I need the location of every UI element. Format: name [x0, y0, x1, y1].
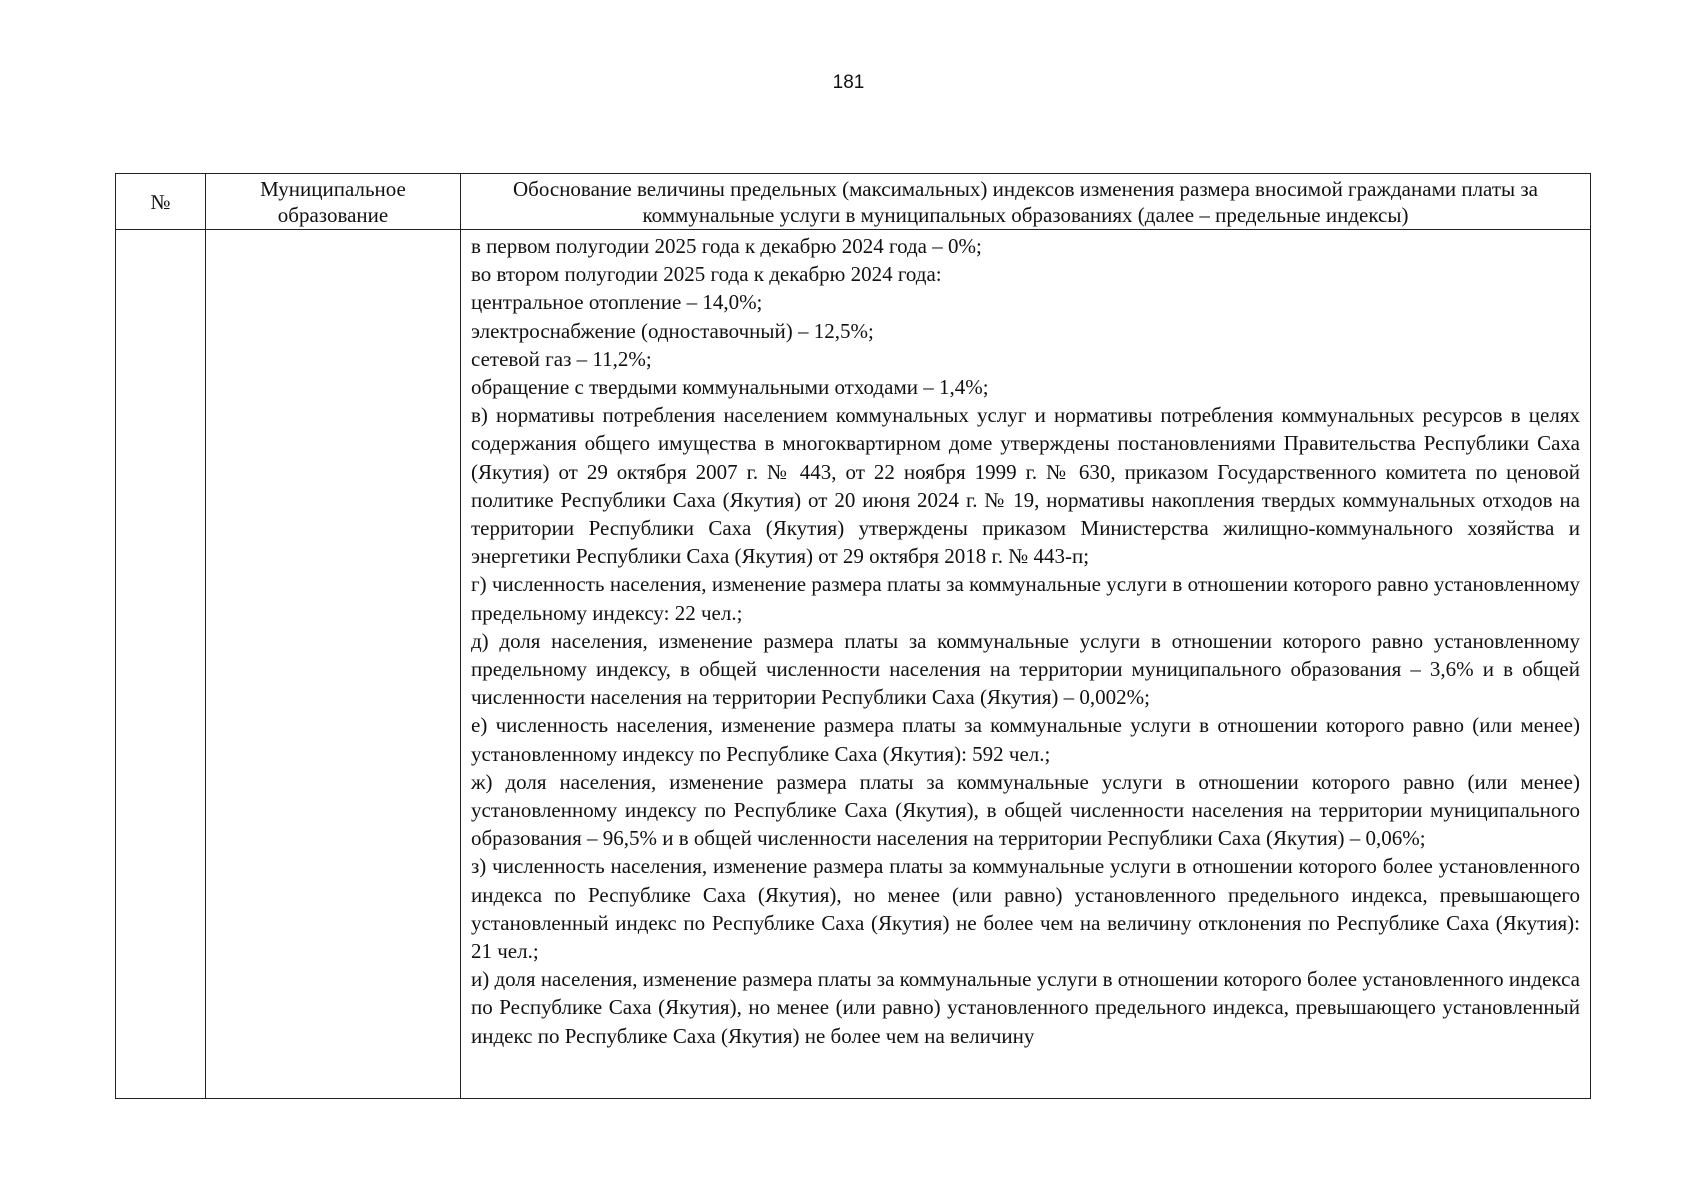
- text-line: электроснабжение (одноставочный) – 12,5%;: [471, 318, 874, 343]
- table-header-row: [116, 174, 1591, 230]
- text-line: в первом полугодии 2025 года к декабрю 2024 года – 0%;: [471, 234, 982, 258]
- paragraph-i: и) доля населения, изменение размера платы за коммунальные услуги в отношении которого более установленного индекса по Республике Саха (Якутия), но менее (или равно) установленного предельного индекса, превышающего установленный индекс по Республике Саха (Якутия) не более чем на величину: [471, 967, 1580, 1048]
- paragraph-zh: ж) доля населения, изменение размера платы за коммунальные услуги в отношении которого равно (или менее) установленному индексу по Республике Саха (Якутия), в общей численности населения на территории муниципального образования – 96,5% и в общей численности населения на территории Республики Саха (Якутия) – 0,06%;: [471, 769, 1580, 851]
- text-line: центральное отопление – 14,0%;: [471, 290, 763, 315]
- cell-number: [116, 230, 206, 1099]
- cell-municipality: [206, 230, 461, 1099]
- cell-justification: [461, 230, 1591, 1099]
- paragraph-v: в) нормативы потребления населением коммунальных услуг и нормативы потребления коммунальных ресурсов в целях содержания общего имущества в многоквартирном доме утверждены постановлениями Правительства Республики Саха (Якутия) от 29 октября 2007 г. № 443, от 22 ноября 1999 г. № 630, приказом Государственного комитета по ценовой политике Республики Саха (Якутия) от 20 июня 2024 г. № 19, нормативы накопления твердых коммунальных отходов на территории Республики Саха (Якутия) утверждены приказом Министерства жилищно-коммунального хозяйства и энергетики Республики Саха (Якутия) от 29 октября 2018 г. № 443-п;: [471, 403, 1580, 569]
- text-line: обращение с твердыми коммунальными отходами – 1,4%;: [471, 375, 989, 400]
- header-number: №: [116, 174, 206, 230]
- header-municipality: Муниципальное образование: [206, 174, 461, 230]
- text-line: сетевой газ – 11,2%;: [471, 346, 652, 371]
- header-justification: Обоснование величины предельных (максимальных) индексов изменения размера вносимой гражданами платы за коммунальные услуги в муниципальных образованиях (далее – предельные индексы): [461, 174, 1591, 230]
- page-number: 181: [832, 72, 865, 93]
- paragraph-e: е) численность населения, изменение размера платы за коммунальные услуги в отношении которого равно (или менее) установленному индексу по Республике Саха (Якутия): 592 чел.;: [471, 713, 1580, 766]
- justification-table: [115, 173, 1591, 1099]
- paragraph-d: д) доля населения, изменение размера платы за коммунальные услуги в отношении которого равно установленному предельному индексу, в общей численности населения на территории муниципального образования – 3,6% и в общей численности населения на территории Республики Саха (Якутия) – 0,002%;: [471, 628, 1580, 710]
- paragraph-g: г) численность населения, изменение размера платы за коммунальные услуги в отношении которого равно установленному предельному индексу: 22 чел.;: [471, 572, 1580, 625]
- table-row: [116, 230, 1591, 1099]
- paragraph-z: з) численность населения, изменение размера платы за коммунальные услуги в отношении которого более установленного индекса по Республике Саха (Якутия), но менее (или равно) установленного предельного индекса, превышающего установленный индекс по Республике Саха (Якутия) не более чем на величину отклонения по Республике Саха (Якутия): 21 чел.;: [471, 854, 1580, 964]
- text-line: во втором полугодии 2025 года к декабрю 2024 года:: [471, 262, 942, 287]
